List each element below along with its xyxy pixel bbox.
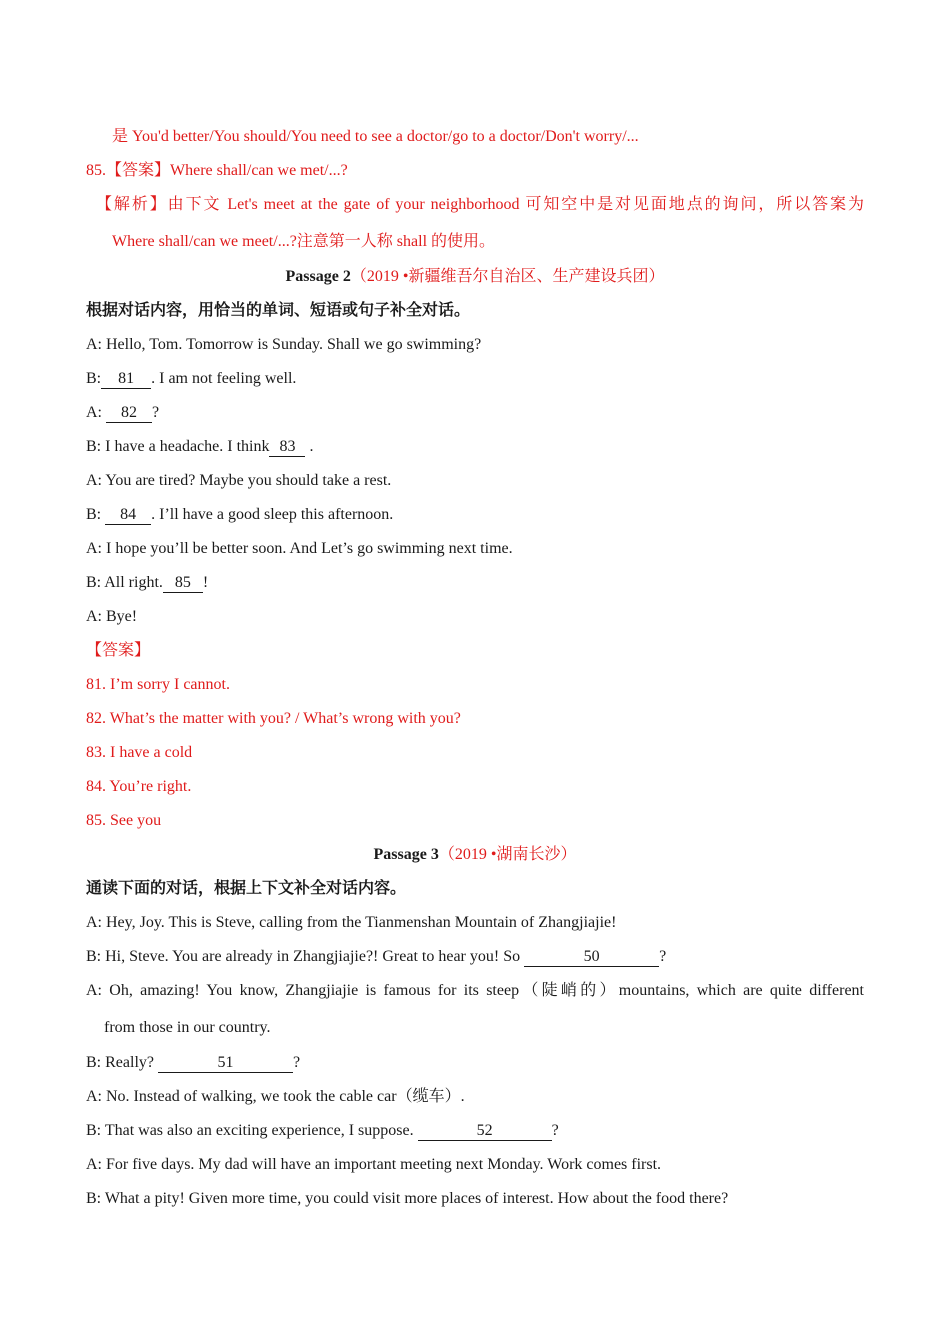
passage2-source: （2019 •新疆维吾尔自治区、生产建设兵团）: [350, 268, 665, 285]
blank-82[interactable]: 82: [106, 404, 152, 423]
p3-line4-pre: B: Really?: [86, 1054, 158, 1071]
p2-dialogue-line-9: A: Bye!: [86, 608, 138, 625]
p2-dialogue-line-1: A: Hello, Tom. Tomorrow is Sunday. Shall we go swimming?: [86, 336, 482, 353]
passage2-heading: [86, 264, 864, 298]
p3-dialogue-line-2: [86, 944, 864, 978]
p3-line3-part2: from those in our country.: [104, 1019, 271, 1036]
passage2-title: Passage 2: [285, 268, 351, 285]
p2-dialogue-line-2: [86, 366, 864, 400]
p3-line6-post: ?: [551, 1122, 559, 1139]
answer-85-text: Where shall/can we met/...?: [170, 162, 348, 179]
passage3-title: Passage 3: [373, 846, 439, 863]
p2-dialogue-line-4: [86, 434, 864, 468]
passage2-answer-82: 82. What’s the matter with you? / What’s wrong with you?: [86, 710, 461, 727]
passage2-instruction: 根据对话内容，用恰当的单词、短语或句子补全对话。: [86, 302, 471, 319]
p2-dialogue-line-6: [86, 502, 864, 536]
p2-line4-post: .: [305, 438, 314, 455]
p2-line3-post: ?: [152, 404, 160, 421]
p3-line2-post: ?: [659, 948, 667, 965]
blank-85[interactable]: 85: [163, 574, 203, 593]
analysis-text: 由下文 Let's meet at the gate of your neighborhood 可知空中是对见面地点的询问，所以答案为: [167, 196, 864, 213]
passage3-heading: [86, 842, 864, 876]
p3-line4-post: ?: [292, 1054, 301, 1071]
blank-50[interactable]: 50: [524, 948, 659, 967]
p3-line6-pre: B: That was also an exciting experience, I suppose.: [86, 1122, 418, 1139]
p3-dialogue-line-8: B: What a pity! Given more time, you could visit more places of interest. How about the food there?: [86, 1190, 729, 1207]
p2-dialogue-line-3: [86, 400, 864, 434]
p3-dialogue-line-4: [86, 1050, 864, 1084]
p2-line6-post: . I’ll have a good sleep this afternoon.: [151, 506, 394, 523]
p3-dialogue-line-6: [86, 1118, 864, 1152]
answer-85: [86, 158, 864, 192]
p3-dialogue-line-3: [86, 978, 864, 1050]
blank-84[interactable]: 84: [105, 506, 151, 525]
analysis-85: [86, 192, 864, 264]
p3-line2-pre: B: Hi, Steve. You are already in Zhangjiajie?! Great to hear you! So: [86, 948, 525, 965]
p2-line2-pre: B:: [86, 370, 102, 387]
p3-line3-part1: A: Oh, amazing! You know, Zhangjiajie is famous for its steep（陡峭的）mountains, which are quite different: [86, 982, 864, 999]
passage2-answer-81: 81. I’m sorry I cannot.: [86, 676, 230, 693]
passage3-source: （2019 •湖南长沙）: [438, 846, 577, 863]
passage3-instruction: 通读下面的对话，根据上下文补全对话内容。: [86, 880, 407, 897]
p2-line8-pre: B: All right.: [86, 574, 163, 591]
blank-51[interactable]: 51: [158, 1054, 293, 1073]
passage2-answer-85: 85. See you: [86, 812, 162, 829]
p2-dialogue-line-7: A: I hope you’ll be better soon. And Let’s go swimming next time.: [86, 540, 513, 557]
p2-line6-pre: B:: [86, 506, 106, 523]
blank-83[interactable]: 83: [269, 438, 305, 457]
blank-52[interactable]: 52: [418, 1122, 552, 1141]
p2-dialogue-line-8: [86, 570, 864, 604]
passage2-answer-83: 83. I have a cold: [86, 744, 193, 761]
p2-line8-post: !: [202, 574, 209, 591]
p3-dialogue-line-7: A: For five days. My dad will have an important meeting next Monday. Work comes first.: [86, 1156, 662, 1173]
passage2-answer-label: 【答案】: [86, 642, 151, 659]
p3-dialogue-line-5: A: No. Instead of walking, we took the cable car（缆车）.: [86, 1088, 465, 1105]
p2-dialogue-line-5: A: You are tired? Maybe you should take a rest.: [86, 472, 392, 489]
p2-line2-post: . I am not feeling well.: [151, 370, 297, 387]
analysis-85-line2: Where shall/can we meet/...?注意第一人称 shall 的使用。: [112, 233, 496, 250]
answer-85-label: 85.【答案】: [86, 162, 171, 179]
passage2-answer-84: 84. You’re right.: [86, 778, 192, 795]
p2-line3-pre: A:: [86, 404, 106, 421]
answer-84-continuation: 是 You'd better/You should/You need to see a doctor/go to a doctor/Don't worry/...: [112, 128, 639, 145]
analysis-label: 【解析】: [96, 196, 168, 213]
p3-dialogue-line-1: A: Hey, Joy. This is Steve, calling from the Tianmenshan Mountain of Zhangjiajie!: [86, 914, 617, 931]
p2-line4-pre: B: I have a headache. I think: [86, 438, 270, 455]
document-page: [86, 124, 864, 1220]
blank-81[interactable]: 81: [101, 370, 151, 389]
analysis-85-line1: [86, 192, 864, 229]
